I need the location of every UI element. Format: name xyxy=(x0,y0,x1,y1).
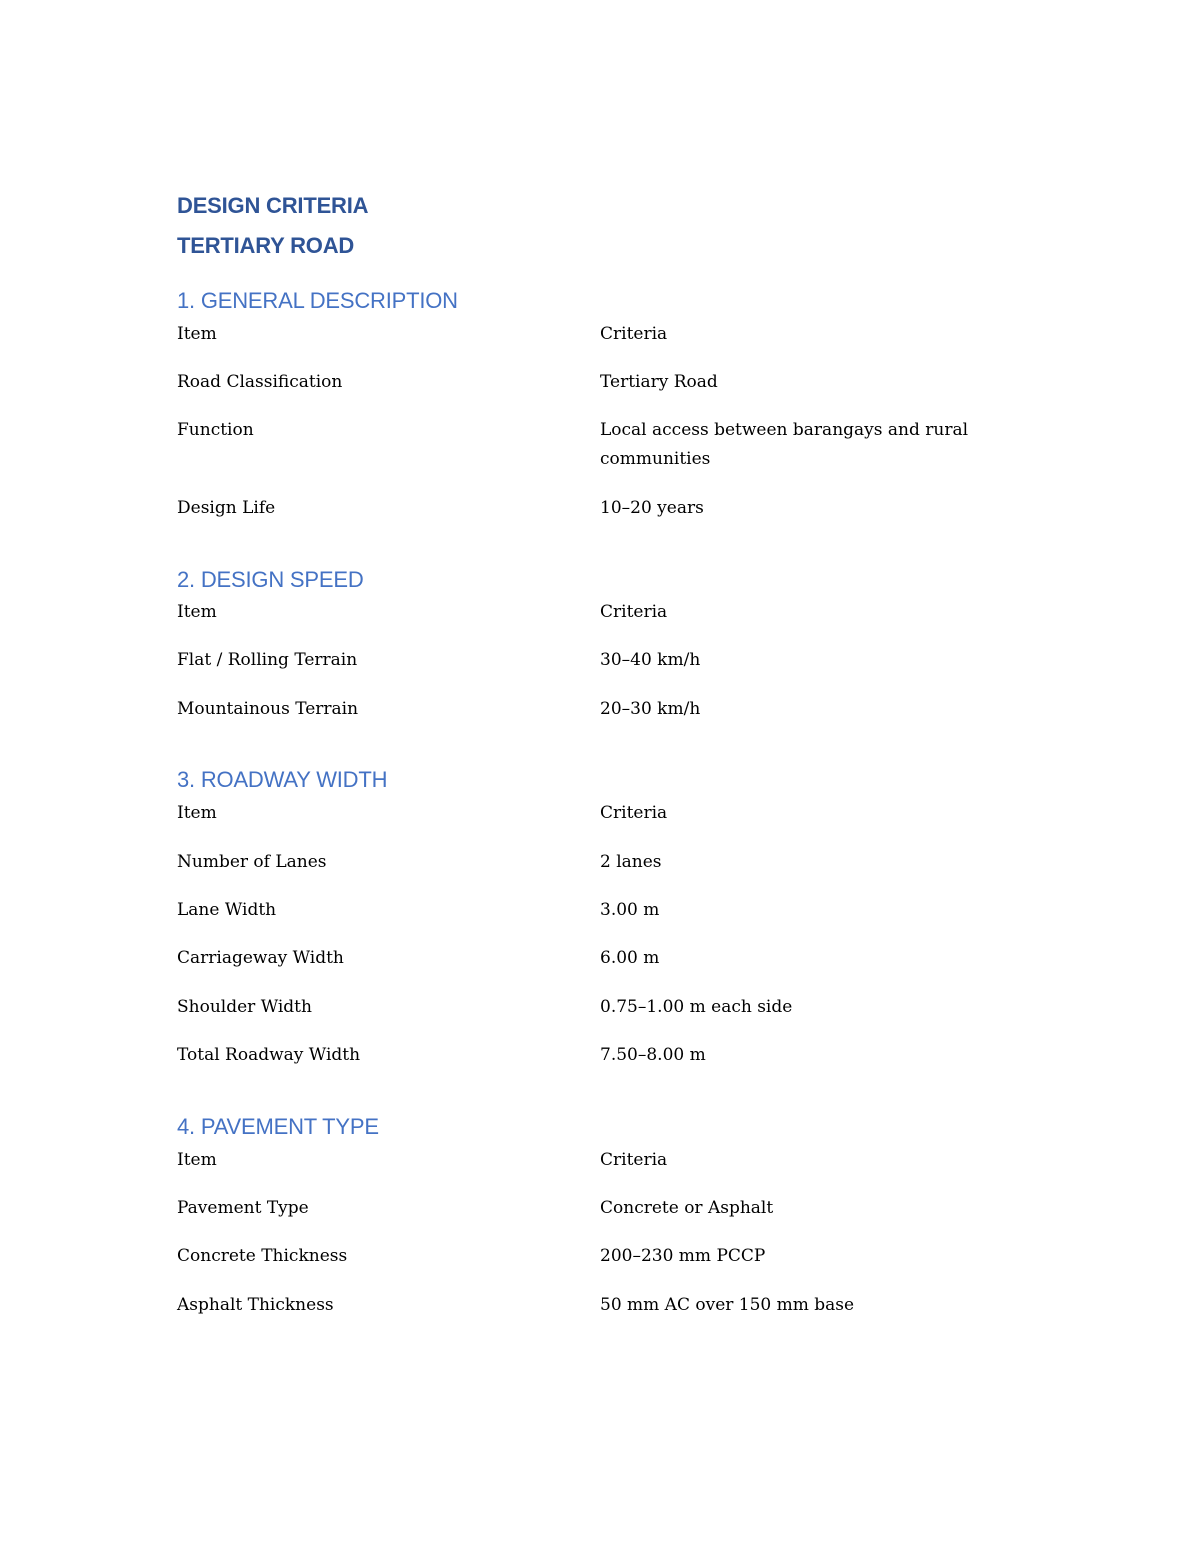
column-header-item: Item xyxy=(177,602,217,622)
table-row xyxy=(177,848,1037,878)
column-header-criteria: Criteria xyxy=(600,1150,668,1170)
column-header-item: Item xyxy=(177,324,217,344)
row-criteria: 30–40 km/h xyxy=(600,650,701,670)
row-criteria: 200–230 mm PCCP xyxy=(600,1246,766,1266)
table-row xyxy=(177,1291,1037,1321)
row-criteria: Concrete or Asphalt xyxy=(600,1198,774,1218)
row-item: Pavement Type xyxy=(177,1198,309,1218)
column-header-criteria: Criteria xyxy=(600,324,668,344)
column-header-item: Item xyxy=(177,803,217,823)
table-row xyxy=(177,1041,1037,1071)
row-item: Number of Lanes xyxy=(177,852,327,872)
row-item: Mountainous Terrain xyxy=(177,699,359,719)
document-subtitle: TERTIARY ROAD xyxy=(177,233,355,258)
row-criteria: 10–20 years xyxy=(600,498,704,518)
row-criteria: 2 lanes xyxy=(600,852,662,872)
row-criteria: Local access between barangays and rural communities xyxy=(600,420,969,469)
section-heading-design-speed: 2. DESIGN SPEED xyxy=(177,567,364,592)
section-heading-roadway-width: 3. ROADWAY WIDTH xyxy=(177,767,388,792)
row-item: Carriageway Width xyxy=(177,948,344,968)
section-heading-pavement-type: 4. PAVEMENT TYPE xyxy=(177,1114,379,1139)
row-criteria: 6.00 m xyxy=(600,948,660,968)
section-heading-general-description: 1. GENERAL DESCRIPTION xyxy=(177,288,458,313)
row-item: Shoulder Width xyxy=(177,997,312,1017)
table-row xyxy=(177,695,1037,725)
column-header-item: Item xyxy=(177,1150,217,1170)
row-criteria: 0.75–1.00 m each side xyxy=(600,997,793,1017)
row-item: Flat / Rolling Terrain xyxy=(177,650,358,670)
table-row xyxy=(177,494,1037,524)
row-item: Total Roadway Width xyxy=(177,1045,361,1065)
table-row xyxy=(177,1194,1037,1224)
row-item: Concrete Thickness xyxy=(177,1246,348,1266)
row-criteria: 20–30 km/h xyxy=(600,699,701,719)
row-criteria: 7.50–8.00 m xyxy=(600,1045,706,1065)
column-header-criteria: Criteria xyxy=(600,602,668,622)
table-header-row xyxy=(177,1146,1037,1176)
row-item: Road Classification xyxy=(177,372,343,392)
row-item: Function xyxy=(177,420,254,440)
table-row xyxy=(177,896,1037,926)
table-row xyxy=(177,944,1037,974)
row-criteria: 50 mm AC over 150 mm base xyxy=(600,1295,855,1315)
table-row xyxy=(177,993,1037,1023)
table-header-row xyxy=(177,320,1037,350)
row-criteria: Tertiary Road xyxy=(600,372,718,392)
table-row xyxy=(177,646,1037,676)
row-item: Lane Width xyxy=(177,900,277,920)
document-title: DESIGN CRITERIA xyxy=(177,193,369,218)
row-item: Design Life xyxy=(177,498,276,518)
table-row xyxy=(177,416,1037,476)
table-row xyxy=(177,1242,1037,1272)
table-header-row xyxy=(177,799,1037,829)
row-criteria: 3.00 m xyxy=(600,900,660,920)
row-item: Asphalt Thickness xyxy=(177,1295,334,1315)
table-header-row xyxy=(177,598,1037,628)
table-row xyxy=(177,368,1037,398)
column-header-criteria: Criteria xyxy=(600,803,668,823)
